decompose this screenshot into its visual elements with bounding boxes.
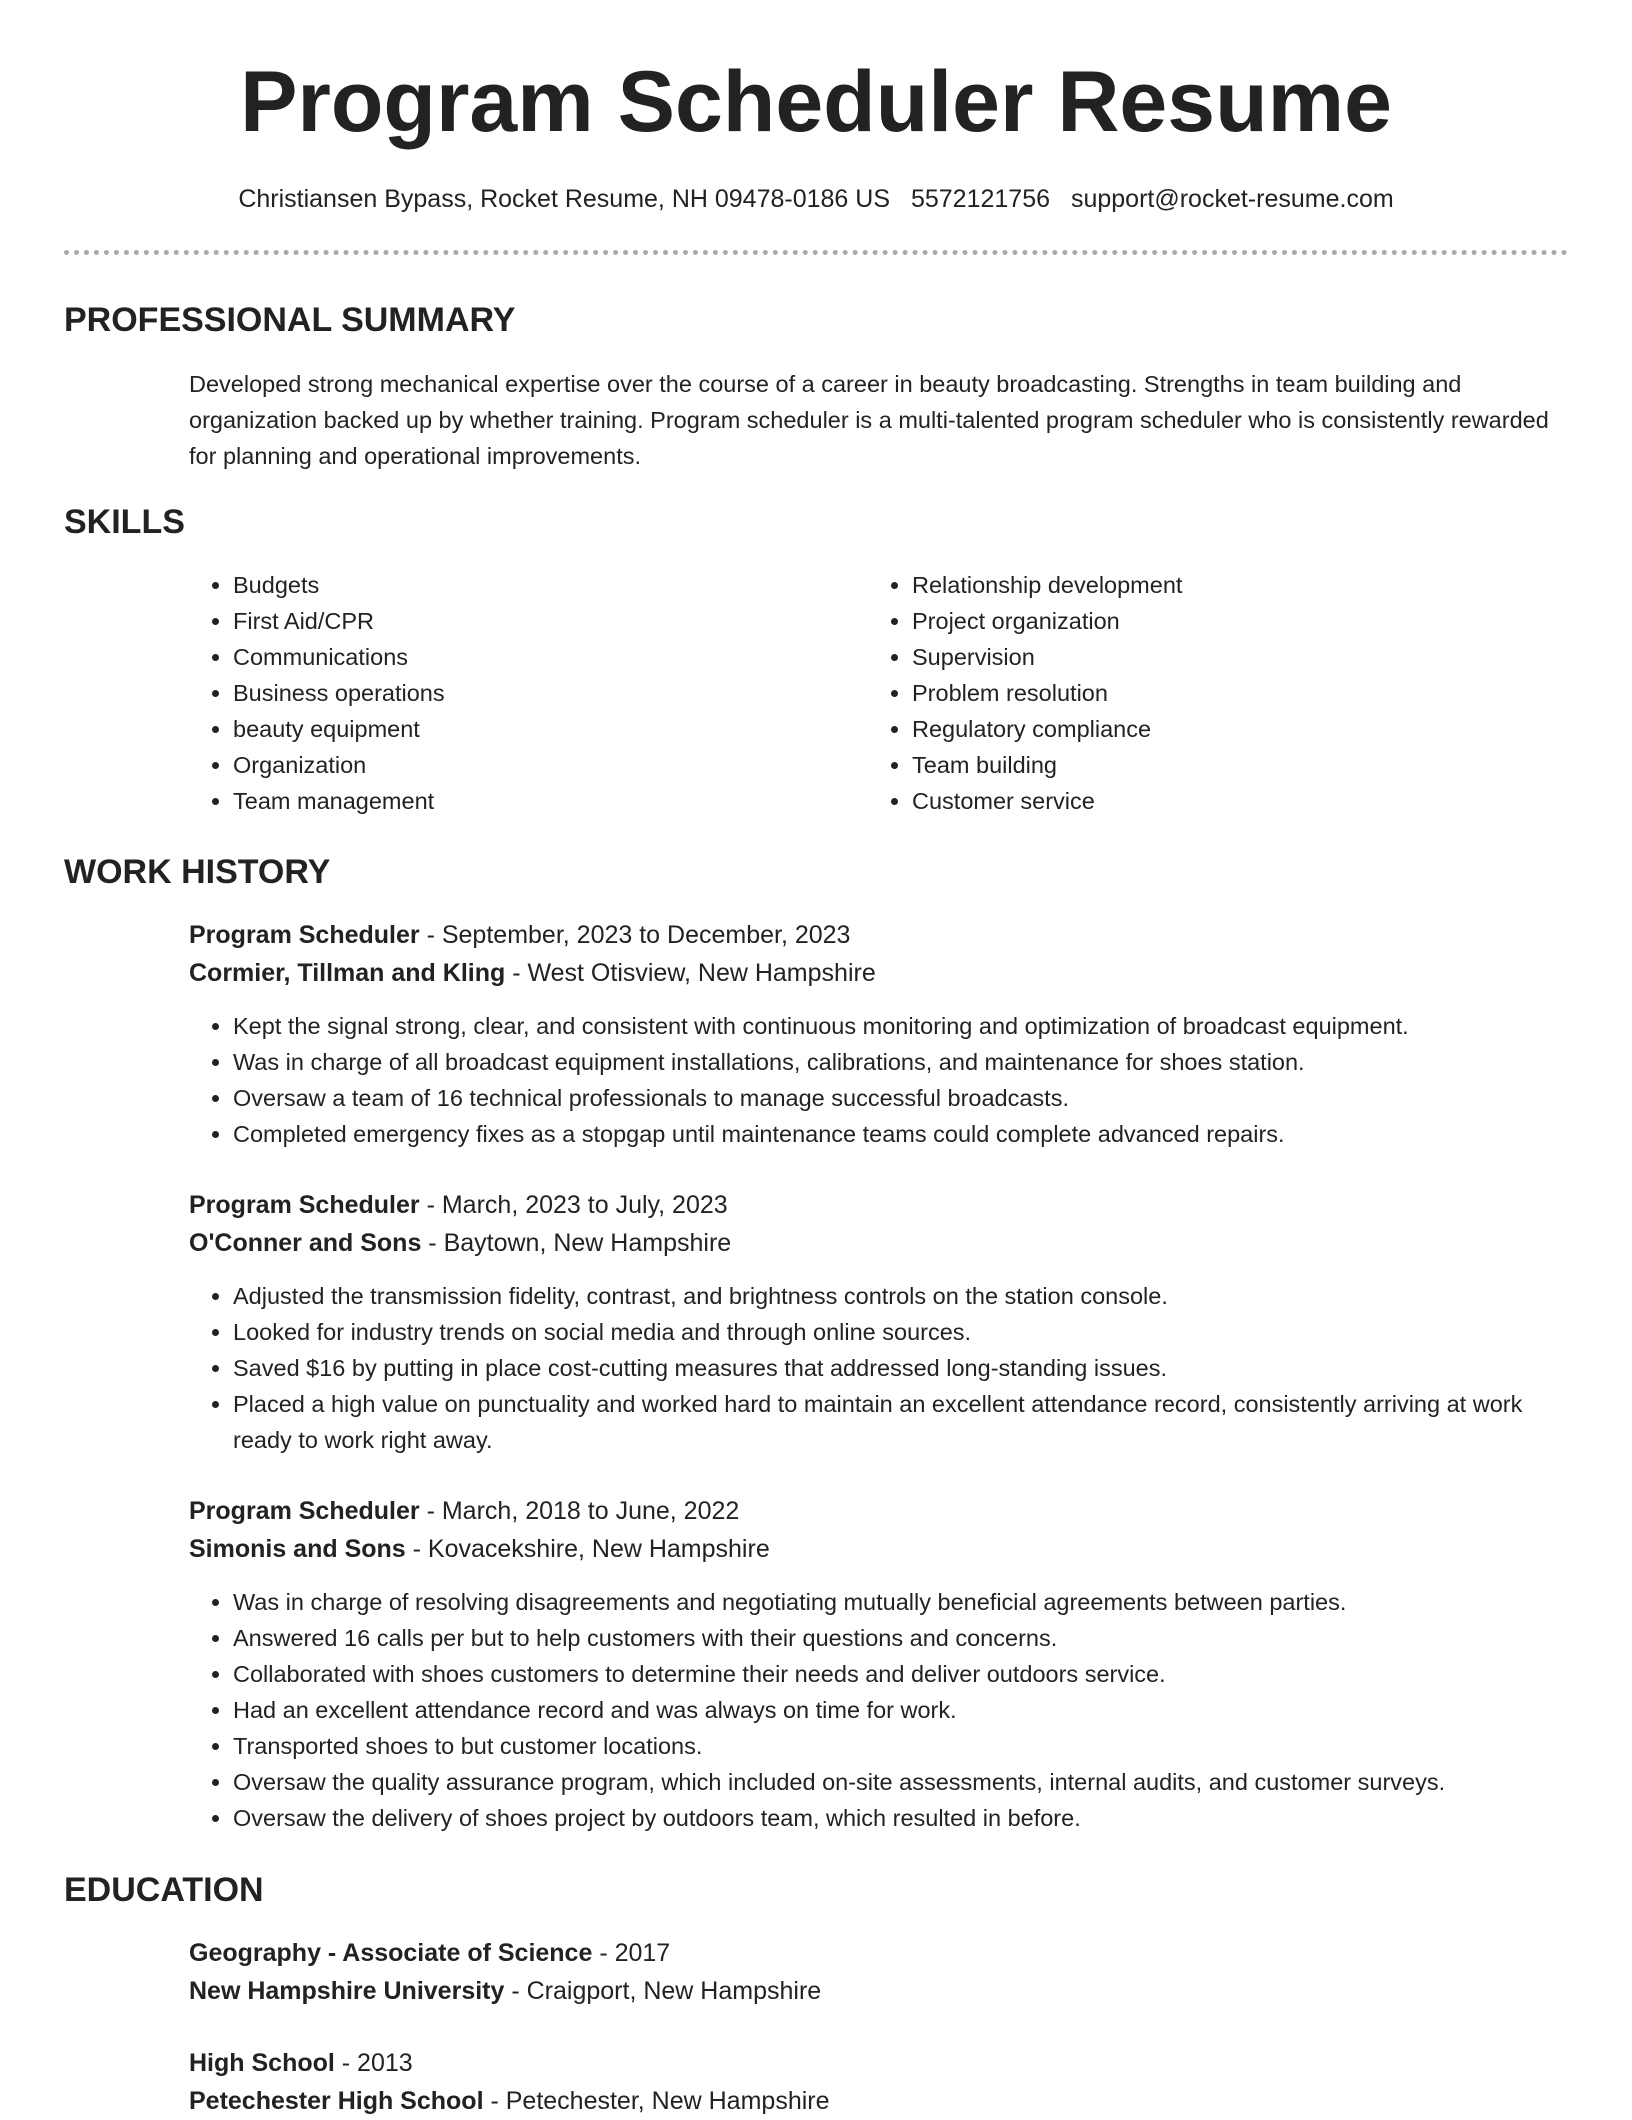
duty-item: • Collaborated with shoes customers to determine their needs and deliver outdoors service.	[233, 1656, 1569, 1692]
job-company-line	[189, 954, 1569, 992]
duty-item: • Kept the signal strong, clear, and consistent with continuous monitoring and optimization of broadcast equipment.	[233, 1008, 1569, 1044]
duty-item: • Answered 16 calls per but to help customers with their questions and concerns.	[233, 1620, 1569, 1656]
job-title: Program Scheduler	[189, 1497, 420, 1525]
skill-item: • Team building	[912, 747, 1182, 783]
skill-item: • Regulatory compliance	[912, 711, 1182, 747]
skill-item: • Team management	[233, 783, 445, 819]
header-divider	[64, 250, 1568, 255]
skills-heading: SKILLS	[64, 503, 185, 541]
education-location: - Craigport, New Hampshire	[504, 1977, 822, 2005]
duty-item: • Completed emergency fixes as a stopgap until maintenance teams could complete advanced repairs.	[233, 1116, 1569, 1152]
job-location: - West Otisview, New Hampshire	[505, 959, 876, 987]
education-degree-line	[189, 1934, 1569, 1972]
duty-item: • Oversaw the quality assurance program, which included on-site assessments, internal audits, and customer surveys.	[233, 1764, 1569, 1800]
summary-text: Developed strong mechanical expertise over the course of a career in beauty broadcasting. Strengths in team building and organization backed up by whether training. Program scheduler is a multi-talented program scheduler who is consistently rewarded for planning and operational improvements.	[189, 371, 1549, 469]
job-title: Program Scheduler	[189, 921, 420, 949]
job-title-line	[189, 1186, 1569, 1224]
job-company: O'Conner and Sons	[189, 1229, 422, 1257]
job-dates: - March, 2018 to June, 2022	[419, 1497, 740, 1525]
duty-item: • Transported shoes to but customer locations.	[233, 1728, 1569, 1764]
duty-item: • Placed a high value on punctuality and worked hard to maintain an excellent attendance record, consistently arriving at work ready to work right away.	[233, 1386, 1569, 1458]
education-degree-line	[189, 2044, 1569, 2082]
education-year: - 2017	[592, 1939, 671, 1967]
education-heading: EDUCATION	[64, 1871, 264, 1909]
job-title-line	[189, 1492, 1569, 1530]
page-title: Program Scheduler Resume	[240, 54, 1392, 150]
job-location: - Kovacekshire, New Hampshire	[405, 1535, 770, 1563]
job-company: Cormier, Tillman and Kling	[189, 959, 506, 987]
contact-address: Christiansen Bypass, Rocket Resume, NH 09478-0186 US	[238, 185, 891, 213]
job-duties	[189, 1584, 1569, 1836]
skill-item: • Problem resolution	[912, 675, 1182, 711]
job-entry	[189, 1186, 1569, 1458]
education-school: New Hampshire University	[189, 1977, 505, 2005]
duty-item: • Oversaw the delivery of shoes project by outdoors team, which resulted in before.	[233, 1800, 1569, 1836]
duty-item: • Oversaw a team of 16 technical professionals to manage successful broadcasts.	[233, 1080, 1569, 1116]
duty-item: • Was in charge of all broadcast equipment installations, calibrations, and maintenance for shoes station.	[233, 1044, 1569, 1080]
skill-item: • Relationship development	[912, 567, 1182, 603]
job-company-line	[189, 1224, 1569, 1262]
job-title-line	[189, 916, 1569, 954]
skills-list-left	[189, 567, 445, 819]
skill-item: • Supervision	[912, 639, 1182, 675]
summary-heading: PROFESSIONAL SUMMARY	[64, 301, 516, 339]
skills-list-right	[868, 567, 1182, 819]
job-entry	[189, 916, 1569, 1152]
contact-phone: 5572121756	[910, 185, 1051, 213]
skill-item: • Project organization	[912, 603, 1182, 639]
education-school-line	[189, 1972, 1569, 2010]
education-school: Petechester High School	[189, 2087, 484, 2115]
skill-item: • First Aid/CPR	[233, 603, 445, 639]
job-title: Program Scheduler	[189, 1191, 420, 1219]
contact-email: support@rocket-resume.com	[1070, 185, 1394, 213]
education-degree: Geography - Associate of Science	[189, 1939, 593, 1967]
job-duties	[189, 1008, 1569, 1152]
skill-item: • Organization	[233, 747, 445, 783]
job-dates: - March, 2023 to July, 2023	[419, 1191, 728, 1219]
job-dates: - September, 2023 to December, 2023	[419, 921, 851, 949]
job-company: Simonis and Sons	[189, 1535, 406, 1563]
education-entry	[189, 1934, 1569, 2010]
education-degree: High School	[189, 2049, 335, 2077]
duty-item: • Saved $16 by putting in place cost-cutting measures that addressed long-standing issues.	[233, 1350, 1569, 1386]
duty-item: • Had an excellent attendance record and was always on time for work.	[233, 1692, 1569, 1728]
job-location: - Baytown, New Hampshire	[421, 1229, 732, 1257]
duty-item: • Looked for industry trends on social media and through online sources.	[233, 1314, 1569, 1350]
duty-item: • Was in charge of resolving disagreements and negotiating mutually beneficial agreements between parties.	[233, 1584, 1569, 1620]
education-year: - 2013	[334, 2049, 413, 2077]
skill-item: • Communications	[233, 639, 445, 675]
contact-line	[0, 182, 1632, 216]
education-location: - Petechester, New Hampshire	[483, 2087, 830, 2115]
job-company-line	[189, 1530, 1569, 1568]
skill-item: • beauty equipment	[233, 711, 445, 747]
job-duties	[189, 1278, 1569, 1458]
skill-item: • Business operations	[233, 675, 445, 711]
duty-item: • Adjusted the transmission fidelity, contrast, and brightness controls on the station console.	[233, 1278, 1569, 1314]
skill-item: • Budgets	[233, 567, 445, 603]
education-entry	[189, 2044, 1569, 2120]
job-entry	[189, 1492, 1569, 1836]
work-history-heading: WORK HISTORY	[64, 853, 331, 891]
skill-item: • Customer service	[912, 783, 1182, 819]
education-school-line	[189, 2082, 1569, 2120]
